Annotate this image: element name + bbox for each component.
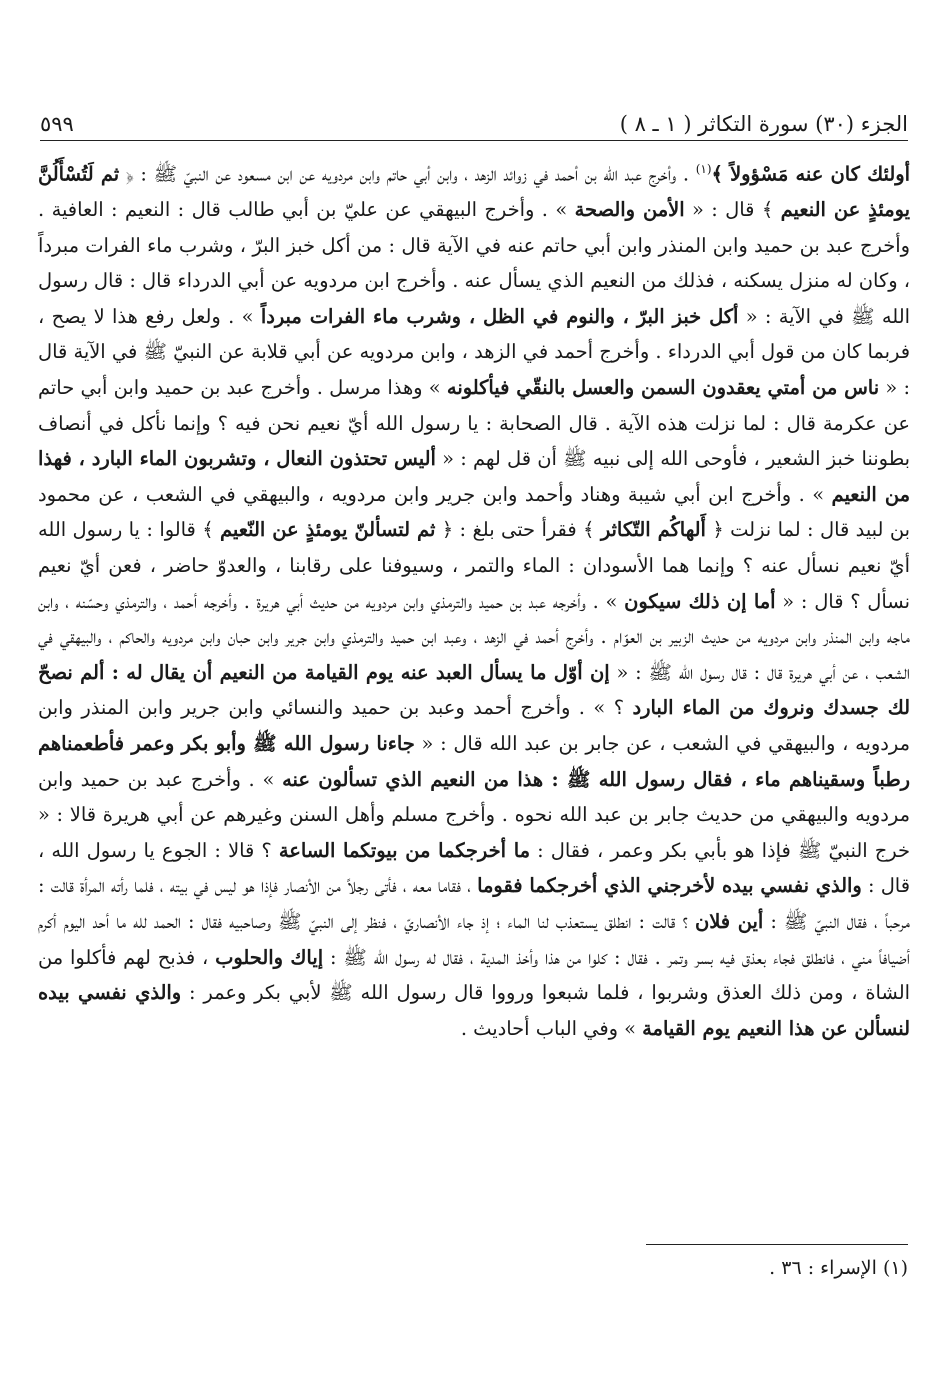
hadith-quote: إن أوّل ما يسأل العبد عنه يوم القيامة من النعيم أن يقال له : ألم نصحّ لك جسدك ونروك من الماء البارد [38, 660, 910, 720]
page-number: ٥٩٩ [40, 112, 74, 136]
hadith-quote: والذي نفسي بيده لأخرجني الذي أخرجكما فقوما [477, 874, 862, 898]
footnote-divider [646, 1244, 908, 1245]
quoted-verse: ثم لَتُسْأَلُنَّ يومئذٍ عن النعيم [38, 162, 911, 222]
text-run: » . ولعل رفع هذا لا يصح ، فربما كان من قول أبي الدرداء . وأخرج أحمد في الزهد ، وابن مردويه عن أبي قلابة عن النبيّ ﷺ في الآية قال : « [38, 304, 911, 400]
hadith-quote: أما إن ذلك سيكون [624, 589, 776, 613]
text-run: ، فقاما معه ، فأتى رجلاً من الأنصار فإذا هو ليس في بيته ، فلما رأته المرأة قالت : مرحباً ، فقال النبيّ ﷺ : [38, 874, 911, 933]
hadith-quote: أليس تحتذون النعال ، وتشربون الماء البارد ، فهذا من النعيم [38, 447, 911, 506]
text-run: » . وأخرجه عبد بن حميد والترمذي وابن مردويه من حديث أبي هريرة . وأخرجه أحمد ، والترمذي وحسّنه ، وابن ماجه وابن المنذر وابن مردويه من حديث الزبير بن العوّام . وأخرج أحمد في الزهد ، وعبد ابن حميد والترمذي وابن جرير وابن حبان وابن مردويه والحاكم ، والبيهقي في الشعب ، عن أبي هريرة قال : قال رسول الله ﷺ : « [38, 589, 910, 684]
text-run: » . وأخرج ابن أبي شيبة وهناد وأحمد وابن جرير وابن مردويه ، والبيهقي في الشعب ، عن محمود بن لبيد قال : لما نزلت ﴿ [38, 482, 911, 542]
text-run: ﴾ قالوا : يا رسول الله أيّ نعيم نسأل عنه ؟ وإنما هما الأسودان : الماء والتمر ، وسيوفنا على رقابنا ، والعدوّ حاضر ، فعن أيّ نعيم نسأل ؟ قال : « [38, 518, 910, 613]
text-run: » . وأخرج عبد بن حميد وابن مردويه والبيهقي من حديث جابر بن عبد الله نحوه . وأخرج مسلم وأهل السنن وغيرهم عن أبي هريرة قالا : « خرج النبيّ ﷺ فإذا هو بأبي بكر وعمر ، فقال : [38, 767, 910, 862]
page-header [40, 100, 908, 136]
hadith-quote: والذي نفسي بيده لنسألن عن هذا النعيم يوم القيامة [38, 981, 910, 1040]
commentary-paragraph [38, 152, 910, 1046]
text-run: . وأخرج عبد الله بن أحمد في زوائد الزهد ، وابن أبي حاتم وابن مردويه عن ابن مسعود عن النبيّ ﷺ : ﴿ [119, 162, 696, 186]
text-run: ؟ قالا : الجوع يا رسول الله ، قال : [38, 838, 910, 898]
quoted-verse: ثم لتسألنّ يومئذٍ عن النّعيم [220, 518, 436, 542]
running-title: الجزء (٣٠) سورة التكاثر ( ١ ـ ٨ ) [619, 112, 908, 136]
hadith-quote: أين فلان [694, 909, 764, 933]
text-run: ﴾ قال : « [684, 198, 781, 222]
text-run: » وفي الباب أحاديث . [460, 1016, 643, 1040]
hadith-quote: إياك والحلوب [215, 945, 324, 969]
hadith-quote: ما أخرجكما من بيوتكما الساعة [278, 838, 530, 862]
hadith-quote: ناس من أمتي يعقدون السمن والعسل بالنقّي فيأكلونه [446, 376, 880, 400]
footnote: (١) الإسراء : ٣٦ . [769, 1257, 908, 1279]
text-run: » . وأخرج البيهقي عن عليّ بن أبي طالب قال : النعيم : العافية . وأخرج عبد بن حميد وابن المنذر وابن أبي حاتم عنه في الآية قال : من أكل خبز البرّ ، وشرب ماء الفرات مبرداً ، وكان له منزل يسكنه ، فذلك من النعيم الذي يسأل عنه . وأخرج ابن مردويه عن أبي الدرداء قال : قال رسول الله ﷺ في الآية : « [38, 198, 910, 328]
main-text [38, 152, 910, 1046]
text-run: ﴾ فقرأ حتى بلغ : ﴿ [435, 518, 601, 542]
text-run: ؟ قالت : انطلق يستعذب لنا الماء ؛ إذ جاء الأنصاريّ ، فنظر إلى النبيّ ﷺ وصاحبيه فقال : الحمد لله ما أحد اليوم أكرم أضيافاً مني ، فانطلق فجاء بعذق فيه بسر وتمر . فقال : كلوا من هذا وأخذ المدية ، فقال له رسول الله ﷺ : [38, 909, 910, 969]
text-run: ، فذبح لهم فأكلوا من الشاة ، ومن ذلك العذق وشربوا ، فلما شبعوا ورووا قال رسول الله ﷺ لأبي بكر وعمر : [38, 945, 911, 1005]
header-divider [40, 140, 908, 141]
quoted-verse: أولئك كان عنه مَسْؤولاً ﴾ [711, 162, 910, 186]
footnote-marker: (١) [695, 162, 712, 176]
hadith-quote: أكل خبز البرّ ، والنوم في الظل ، وشرب ماء الفرات مبرداً [260, 304, 739, 328]
hadith-quote: جاءنا رسول الله ﷺ وأبو بكر وعمر فأطعمناهم رطباً وسقيناهم ماء ، فقال رسول الله ﷺ : هذا من النعيم الذي تسألون عنه [38, 731, 910, 791]
text-run: ؟ » . وأخرج أحمد وعبد بن حميد والنسائي وابن جرير وابن المنذر وابن مردويه ، والبيهقي في الشعب ، عن جابر بن عبد الله قال : « [38, 696, 911, 755]
text-run: » وهذا مرسل . وأخرج عبد بن حميد وابن أبي حاتم عن عكرمة قال : لما نزلت هذه الآية . قال الصحابة : يا رسول الله أيّ نعيم نحن فيه ؟ وإنما نأكل في أنصاف بطوننا خبز الشعير ، فأوحى الله إلى نبيه ﷺ أن قل لهم : « [38, 376, 910, 471]
quoted-verse: أَلهاكُم التّكاثر [600, 518, 706, 542]
hadith-quote: الأمن والصحة [574, 198, 685, 222]
